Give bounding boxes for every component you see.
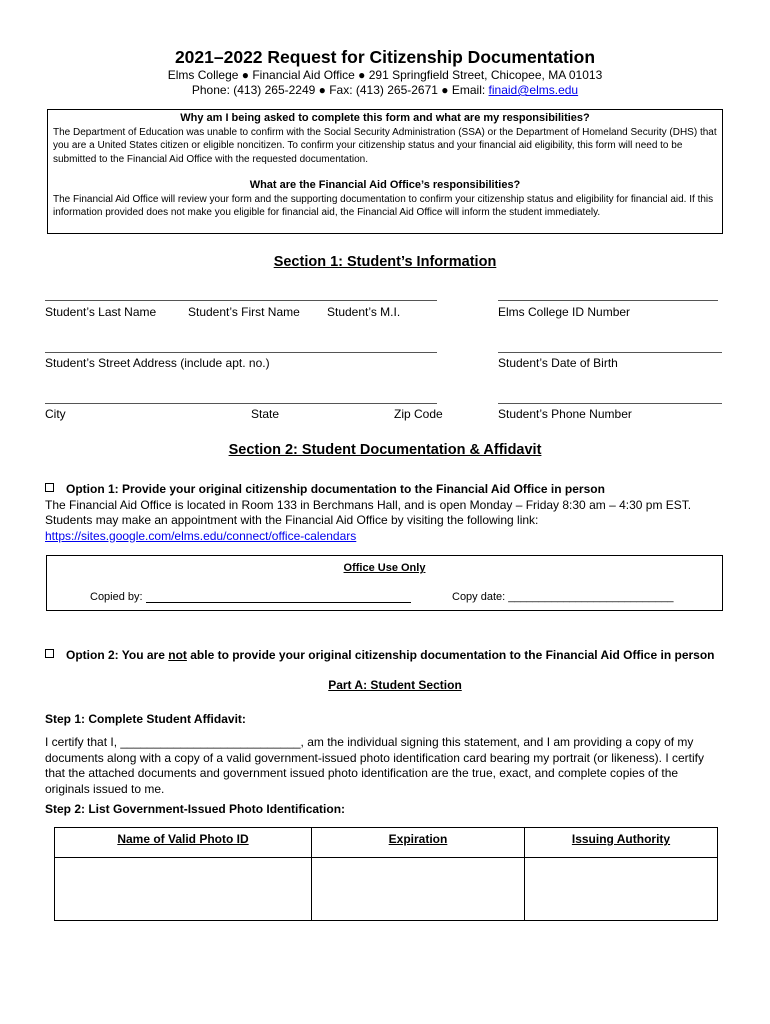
name-line[interactable] (45, 300, 437, 301)
state-label: State (251, 407, 280, 421)
section1-title: Section 1: Student’s Information (273, 254, 497, 270)
contact-text: Phone: (413) 265-2249 ● Fax: (413) 265-2671 ● Email: (191, 83, 489, 97)
office-use-title: Office Use Only (343, 562, 426, 574)
page-title: 2021–2022 Request for Citizenship Documentation (174, 47, 596, 67)
info-question-1: Why am I being asked to complete this form and what are my responsibilities? (180, 112, 590, 124)
dob-line[interactable] (498, 352, 722, 353)
first-name-label: Student’s First Name (188, 305, 300, 319)
option2-text-post: able to provide your original citizenship documentation to the Financial Aid Office in person (186, 648, 715, 662)
option1-checkbox[interactable] (45, 483, 54, 492)
address-line: Elms College ● Financial Aid Office ● 291 Springfield Street, Chicopee, MA 01013 (167, 68, 603, 82)
option1-text: The Financial Aid Office is located in Room 133 in Berchmans Hall, and is open Monday – Friday 8:30 am – 4:30 pm EST. Students may make an appointment with the Financial Aid Office by visiting the following link: (45, 497, 692, 527)
part-a-title: Part A: Student Section (328, 678, 462, 692)
email-link[interactable]: finaid@elms.edu (488, 83, 579, 97)
option2-heading (45, 648, 725, 664)
col-expiration: Expiration (312, 828, 525, 858)
office-use-box (46, 555, 723, 611)
table-row (55, 858, 718, 921)
phone-label: Student’s Phone Number (498, 407, 632, 421)
mi-label: Student’s M.I. (327, 305, 401, 319)
option2-checkbox[interactable] (45, 649, 54, 658)
step2-heading: Step 2: List Government-Issued Photo Identification: (45, 802, 346, 816)
college-id-label: Elms College ID Number (498, 305, 631, 319)
info-answer-2: The Financial Aid Office will review your form and the supporting documentation to confirm your citizenship status and eligibility for financial aid. If this information provided does not make you eligible for financial aid, the Financial Aid Office will inform the student immediately. (53, 193, 714, 218)
photo-id-name-cell[interactable] (55, 858, 312, 921)
street-label: Student’s Street Address (include apt. no.) (45, 356, 270, 370)
contact-line (0, 83, 770, 97)
copy-date-label: Copy date: ___________________________ (452, 591, 674, 603)
college-id-line[interactable] (498, 300, 718, 301)
office-calendar-link[interactable]: https://sites.google.com/elms.edu/connect/office-calendars (45, 528, 357, 543)
zip-label: Zip Code (394, 407, 443, 421)
section2-title: Section 2: Student Documentation & Affidavit (228, 442, 542, 458)
issuing-authority-cell[interactable] (525, 858, 718, 921)
copied-by-label: Copied by: (90, 591, 143, 603)
street-line[interactable] (45, 352, 437, 353)
step1-heading: Step 1: Complete Student Affidavit: (45, 712, 246, 726)
option1-heading: Option 1: Provide your original citizenship documentation to the Financial Aid Office in person (66, 482, 605, 496)
info-answer-1: The Department of Education was unable to confirm with the Social Security Administration (SSA) or the Department of Homeland Security (DHS) that you are a United States citizen or eligible noncitizen. To confirm your citizenship status and your financial aid eligibility, this form will need to be submitted to the Financial Aid Office with the requested documentation. (53, 126, 717, 165)
col-issuing-authority: Issuing Authority (525, 828, 718, 858)
photo-id-table (54, 827, 718, 921)
option2-not: not (168, 648, 187, 662)
copied-by-line[interactable] (146, 602, 411, 603)
info-question-2: What are the Financial Aid Office’s responsibilities? (249, 179, 521, 191)
city-line[interactable] (45, 403, 437, 404)
city-label: City (45, 407, 66, 421)
info-box (47, 109, 723, 234)
dob-label: Student’s Date of Birth (498, 356, 618, 370)
option2-text-pre: Option 2: You are (66, 648, 169, 662)
option1-block (45, 482, 725, 544)
expiration-cell[interactable] (312, 858, 525, 921)
step1-affidavit-text: I certify that I, ___________________________, am the individual signing this statement, and I am providing a copy of my documents along with a copy of a valid government-issued photo identification card bearing my portrait (or likeness). I certify that the attached documents and government issued photo identification are the true, exact, and complete copies of the originals issued to me. (45, 735, 704, 796)
col-photo-id-name: Name of Valid Photo ID (55, 828, 312, 858)
phone-line[interactable] (498, 403, 722, 404)
last-name-label: Student’s Last Name (45, 305, 157, 319)
